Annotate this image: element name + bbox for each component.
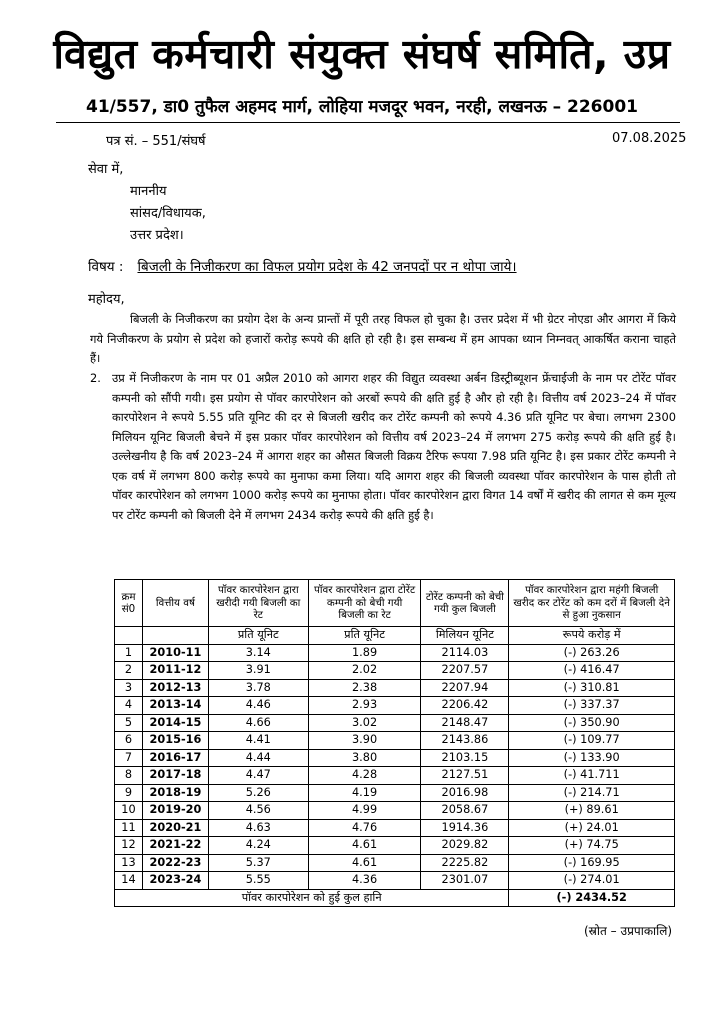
header-sale-rate: पॉवर कारपोरेशन द्वारा टोरेंट कम्पनी को बेची गयी बिजली का रेट [308,580,421,627]
cell-units: 2207.57 [421,662,509,680]
paragraph-2: उप्र में निजीकरण के नाम पर 01 अप्रैल 2010 को आगरा शहर की विद्युत व्यवस्था अर्बन डिस्ट्रीब्यूशन फ्रेंचाईजी के नाम पर टोरेंट पॉवर कम्पनी को सौंपी गयी। इस प्रयोग से पॉवर कारपोरेशन को अरबों रूपये की क्षति हुई है और हो रही है। वित्तीय वर्ष 2023–24 में पॉवर कारपोरेशन ने रूपये 5.55 प्रति यूनिट की दर से बिजली खरीद कर टोरेंट कम्पनी को रूपये 4.36 प्रति यूनिट पर बेचा। लगभग 2300 मिलियन यूनिट बिजली बेचने में इस प्रकार पॉवर कारपोरेशन को वित्तीय वर्ष 2023–24 में लगभग 275 करोड़ रूपये की क्षति हुई है। उल्लेखनीय है कि वर्ष 2023–24 में आगरा शहर का औसत बिजली विक्रय टैरिफ रूपया 7.98 प्रति यूनिट है। इस प्रकार टोरेंट कम्पनी ने एक वर्ष में लगभग 800 करोड़ रूपये का मुनाफा कमा लिया। यदि आगरा शहर की बिजली व्यवस्था पॉवर कारपोरेशन के पास होती तो पॉवर कारपोरेशन को लगभग 1000 करोड़ रूपये का मुनाफा होता। पॉवर कारपोरेशन द्वारा विगत 14 वर्षों में खरीद की लागत से कम मूल्य पर टोरेंट कम्पनी को बिजली देने में लगभग 2434 करोड़ रूपये की क्षति हुई है। [112,371,676,522]
recipient-line: उत्तर प्रदेश। [130,228,184,243]
cell-sale-rate: 4.99 [308,802,421,820]
cell-purchase-rate: 4.41 [208,732,308,750]
cell-purchase-rate: 4.66 [208,714,308,732]
cell-year: 2016-17 [142,749,208,767]
cell-sale-rate: 3.02 [308,714,421,732]
cell-year: 2012-13 [142,679,208,697]
cell-loss: (+) 24.01 [509,819,675,837]
cell-loss: (-) 337.37 [509,697,675,715]
unit-purchase-rate: प्रति यूनिट [208,627,308,645]
recipient-line: माननीय [130,184,167,199]
header-total-units: टोरेंट कम्पनी को बेची गयी कुल बिजली [421,580,509,627]
cell-serial: 12 [115,837,143,855]
cell-units: 2301.07 [421,872,509,890]
letter-reference: पत्र सं. – 551/संघर्ष [106,134,206,149]
cell-loss: (-) 416.47 [509,662,675,680]
cell-year: 2019-20 [142,802,208,820]
cell-units: 2114.03 [421,644,509,662]
cell-year: 2017-18 [142,767,208,785]
table-units-row [115,627,675,645]
cell-purchase-rate: 5.37 [208,854,308,872]
cell-units: 2029.82 [421,837,509,855]
unit-sale-rate: प्रति यूनिट [308,627,421,645]
cell-sale-rate: 2.38 [308,679,421,697]
unit-loss: रूपये करोड़ में [509,627,675,645]
total-value: (-) 2434.52 [509,889,675,907]
unit-total-units: मिलियन यूनिट [421,627,509,645]
cell-sale-rate: 2.02 [308,662,421,680]
cell-loss: (-) 310.81 [509,679,675,697]
cell-purchase-rate: 4.47 [208,767,308,785]
organization-name: विद्युत कर्मचारी संयुक्त संघर्ष समिति, उप्र [53,30,671,78]
cell-sale-rate: 4.19 [308,784,421,802]
subject-line [88,257,517,275]
table-row [115,679,675,697]
header-divider [56,122,680,123]
source-note: (स्रोत – उप्रपाकालि) [584,924,673,938]
table-body [115,644,675,889]
cell-year: 2015-16 [142,732,208,750]
cell-units: 2016.98 [421,784,509,802]
cell-loss: (-) 274.01 [509,872,675,890]
cell-purchase-rate: 4.44 [208,749,308,767]
cell-year: 2023-24 [142,872,208,890]
table-row [115,872,675,890]
cell-serial: 3 [115,679,143,697]
table-row [115,749,675,767]
table-header-row [115,580,675,627]
cell-sale-rate: 4.36 [308,872,421,890]
table-row [115,837,675,855]
subject-text: बिजली के निजीकरण का विफल प्रयोग प्रदेश के 42 जनपदों पर न थोपा जाये। [137,259,517,275]
cell-serial: 2 [115,662,143,680]
cell-loss: (-) 263.26 [509,644,675,662]
cell-purchase-rate: 4.46 [208,697,308,715]
cell-serial: 5 [115,714,143,732]
cell-loss: (-) 41.711 [509,767,675,785]
table-row [115,819,675,837]
paragraph-2-number: 2. [90,371,101,385]
header-serial: क्रम सं0 [115,580,143,627]
cell-serial: 6 [115,732,143,750]
cell-sale-rate: 4.61 [308,837,421,855]
cell-purchase-rate: 3.14 [208,644,308,662]
cell-sale-rate: 3.80 [308,749,421,767]
cell-serial: 8 [115,767,143,785]
cell-serial: 11 [115,819,143,837]
header-financial-year: वित्तीय वर्ष [142,580,208,627]
cell-loss: (+) 89.61 [509,802,675,820]
cell-units: 1914.36 [421,819,509,837]
cell-purchase-rate: 4.63 [208,819,308,837]
total-label: पॉवर कारपोरेशन को हुई कुल हानि [115,889,509,907]
cell-units: 2206.42 [421,697,509,715]
cell-units: 2148.47 [421,714,509,732]
cell-year: 2013-14 [142,697,208,715]
header-loss: पॉवर कारपोरेशन द्वारा महंगी बिजली खरीद कर टोरेंट को कम दरों में बिजली देने से हुआ नुकसान [509,580,675,627]
cell-loss: (-) 109.77 [509,732,675,750]
cell-loss: (+) 74.75 [509,837,675,855]
cell-serial: 9 [115,784,143,802]
table-row [115,784,675,802]
table-row [115,854,675,872]
cell-sale-rate: 3.90 [308,732,421,750]
cell-serial: 7 [115,749,143,767]
cell-units: 2058.67 [421,802,509,820]
cell-sale-rate: 4.28 [308,767,421,785]
cell-year: 2020-21 [142,819,208,837]
cell-sale-rate: 2.93 [308,697,421,715]
table-row [115,767,675,785]
cell-loss: (-) 133.90 [509,749,675,767]
cell-year: 2014-15 [142,714,208,732]
cell-purchase-rate: 5.26 [208,784,308,802]
cell-year: 2021-22 [142,837,208,855]
table-row [115,714,675,732]
paragraph-1: बिजली के निजीकरण का प्रयोग देश के अन्य प्रान्तों में पूरी तरह विफल हो चुका है। उत्तर प्रदेश में भी ग्रेटर नोएडा और आगरा में किये गये निजीकरण के प्रयोग से प्रदेश को हजारों करोड़ रूपये की क्षति हो रही है। इस सम्बन्ध में हम आपका ध्यान निम्नवत् आकर्षित कराना चाहते हैं। [90,312,676,365]
loss-table [114,579,675,907]
recipient-line: सेवा में, [88,162,124,177]
cell-purchase-rate: 4.24 [208,837,308,855]
cell-year: 2022-23 [142,854,208,872]
cell-purchase-rate: 3.91 [208,662,308,680]
cell-serial: 4 [115,697,143,715]
cell-units: 2207.94 [421,679,509,697]
cell-purchase-rate: 5.55 [208,872,308,890]
cell-sale-rate: 4.61 [308,854,421,872]
table-row [115,802,675,820]
letter-date: 07.08.2025 [612,131,687,146]
table-row [115,732,675,750]
cell-year: 2011-12 [142,662,208,680]
table-total-row [115,889,675,907]
table-row [115,697,675,715]
subject-label: विषय : [88,259,124,275]
cell-serial: 13 [115,854,143,872]
cell-loss: (-) 169.95 [509,854,675,872]
cell-year: 2010-11 [142,644,208,662]
cell-year: 2018-19 [142,784,208,802]
cell-purchase-rate: 3.78 [208,679,308,697]
cell-sale-rate: 4.76 [308,819,421,837]
cell-units: 2143.86 [421,732,509,750]
cell-purchase-rate: 4.56 [208,802,308,820]
cell-loss: (-) 214.71 [509,784,675,802]
cell-sale-rate: 1.89 [308,644,421,662]
cell-serial: 14 [115,872,143,890]
header-purchase-rate: पॉवर कारपोरेशन द्वारा खरीदी गयी बिजली का रेट [208,580,308,627]
cell-serial: 10 [115,802,143,820]
recipient-line: सांसद/विधायक, [130,206,206,221]
organization-address: 41/557, डा0 तुफैल अहमद मार्ग, लोहिया मजदूर भवन, नरही, लखनऊ – 226001 [85,97,638,117]
table-row [115,644,675,662]
table-row [115,662,675,680]
cell-units: 2127.51 [421,767,509,785]
cell-units: 2103.15 [421,749,509,767]
cell-serial: 1 [115,644,143,662]
cell-units: 2225.82 [421,854,509,872]
cell-loss: (-) 350.90 [509,714,675,732]
salutation: महोदय, [88,292,125,307]
